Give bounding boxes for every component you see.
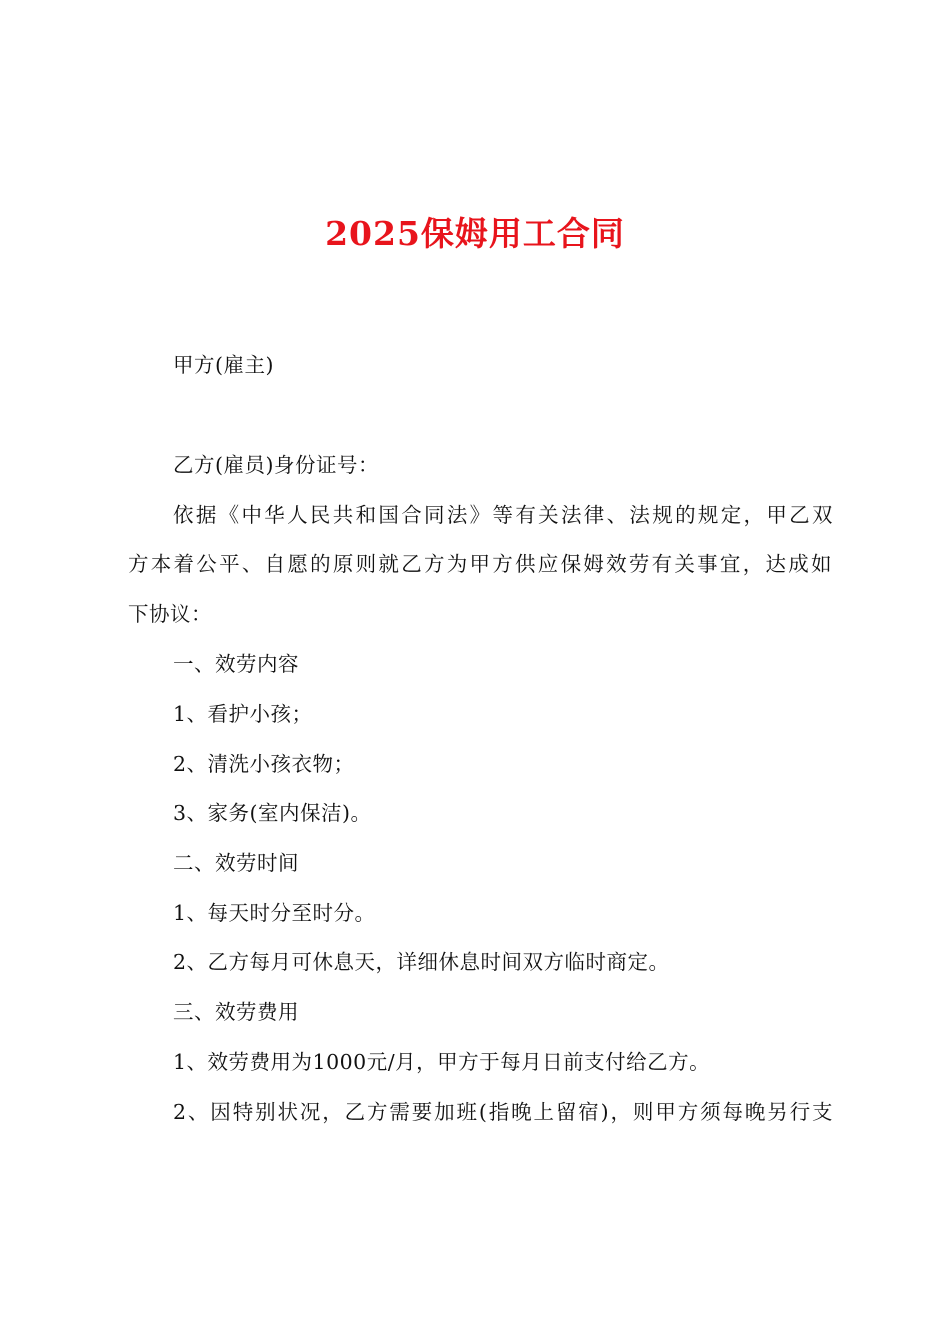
service-content-item-2: 2、清洗小孩衣物； [173, 752, 355, 776]
service-time-item-1: 1、每天时分至时分。 [173, 901, 376, 925]
service-content-item-1: 1、看护小孩； [173, 702, 313, 726]
party-a-line: 甲方(雇主) [173, 353, 274, 377]
service-fee-item-1: 1、效劳费用为1000元/月，甲方于每月日前支付给乙方。 [173, 1050, 711, 1074]
party-b-line: 乙方(雇员)身份证号： [173, 453, 379, 477]
preamble-line-1: 依据《中华人民共和国合同法》等有关法律、法规的规定，甲乙双 [173, 503, 833, 527]
service-time-item-2: 2、乙方每月可休息天，详细休息时间双方临时商定。 [173, 950, 670, 974]
preamble-line-3: 下协议： [128, 602, 212, 626]
preamble-line-2: 方本着公平、自愿的原则就乙方为甲方供应保姆效劳有关事宜，达成如 [128, 552, 832, 576]
section-heading-service-content: 一、效劳内容 [173, 652, 299, 676]
service-fee-item-2: 2、因特别状况，乙方需要加班(指晚上留宿)，则甲方须每晚另行支 [173, 1100, 833, 1124]
service-content-item-3: 3、家务(室内保洁)。 [173, 801, 372, 825]
section-heading-service-time: 二、效劳时间 [173, 851, 299, 875]
document-title: 2025保姆用工合同 [325, 214, 625, 253]
section-heading-service-fee: 三、效劳费用 [173, 1000, 299, 1024]
